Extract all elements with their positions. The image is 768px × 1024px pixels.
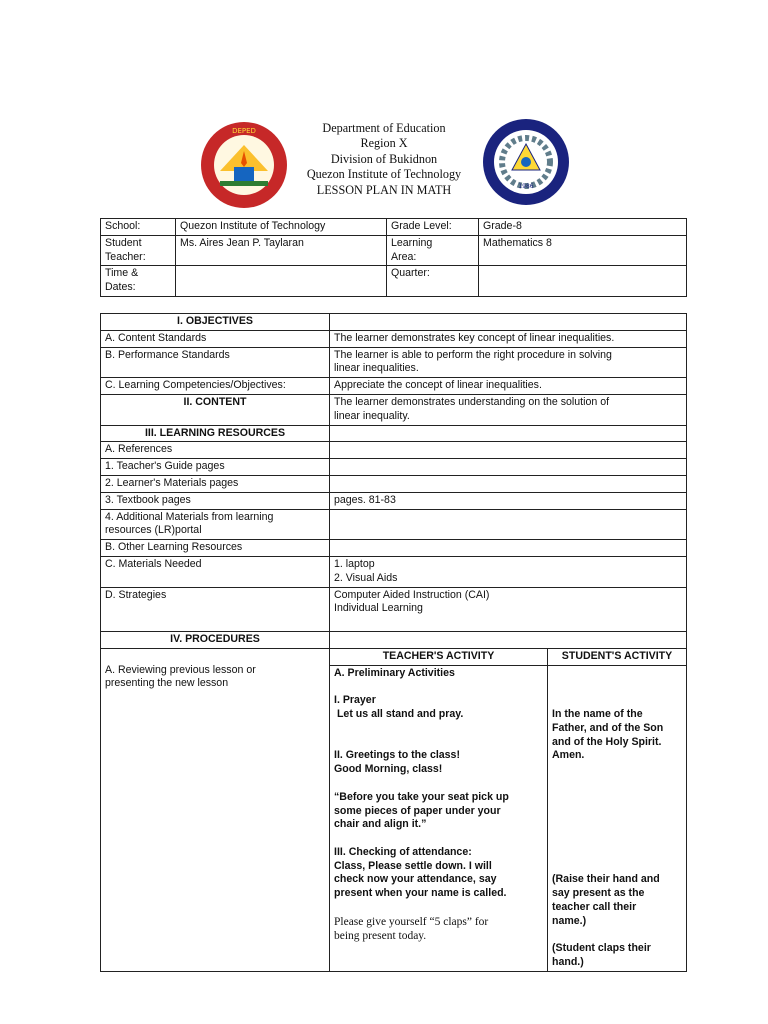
objectives-heading: I. OBJECTIVES (101, 314, 330, 331)
svg-text:DEPED: DEPED (232, 127, 256, 135)
materials-label: C. Materials Needed (101, 556, 330, 587)
textbook-label: 3. Textbook pages (101, 492, 330, 509)
quarter-value (479, 266, 687, 297)
competencies-label: C. Learning Competencies/Objectives: (101, 378, 330, 395)
performance-standards-label: B. Performance Standards (101, 347, 330, 378)
student-activity-cell: In the name of the Father, and of the Son and of the Holy Spirit. Amen. (Raise their hand and say present as the teacher call their name.) (Student claps their hand.) (548, 665, 687, 972)
document-header (0, 121, 768, 198)
strategies-label: D. Strategies (101, 587, 330, 631)
svg-text:1986: 1986 (518, 183, 534, 190)
header-line: Region X (360, 136, 408, 151)
quarter-label: Quarter: (387, 266, 479, 297)
content-standards-value: The learner demonstrates key concept of linear inequalities. (330, 330, 687, 347)
info-table (100, 218, 687, 297)
content-heading: II. CONTENT (101, 394, 330, 425)
strategies-value: Computer Aided Instruction (CAI) Individual Learning (330, 587, 687, 631)
teacher-activity-heading: TEACHER'S ACTIVITY (330, 648, 548, 665)
teacher-activity-cell: A. Preliminary Activities I. Prayer Let us all stand and pray. II. Greetings to the class! Good Morning, class! “Before you take your seat pick up some pieces of paper under your chair and align it.” III. Checking of attendance: Class, Please settle down. I will check now your attendance, say present when your name is called. Please give yourself “5 claps” for being present today. (330, 665, 548, 972)
area-label: Learning Area: (387, 235, 479, 266)
additional-materials-label: 4. Additional Materials from learning resources (LR)portal (101, 509, 330, 540)
content-value: The learner demonstrates understanding on the solution of linear inequality. (330, 394, 687, 425)
other-resources-label: B. Other Learning Resources (101, 540, 330, 557)
header-line: Quezon Institute of Technology (306, 167, 462, 182)
learners-materials-label: 2. Learner's Materials pages (101, 475, 330, 492)
review-label: A. Reviewing previous lesson or presenting the new lesson (101, 648, 330, 971)
area-value: Mathematics 8 (479, 235, 687, 266)
performance-standards-value: The learner is able to perform the right procedure in solving linear inequalities. (330, 347, 687, 378)
teacher-value: Ms. Aires Jean P. Taylaran (176, 235, 387, 266)
competencies-value: Appreciate the concept of linear inequalities. (330, 378, 687, 395)
procedures-heading: IV. PROCEDURES (101, 631, 330, 648)
content-standards-label: A. Content Standards (101, 330, 330, 347)
lesson-plan-table (100, 313, 687, 972)
school-label: School: (101, 219, 176, 236)
time-label: Time & Dates: (101, 266, 176, 297)
header-line: Division of Bukidnon (330, 151, 438, 166)
references-label: A. References (101, 442, 330, 459)
materials-value: 1. laptop 2. Visual Aids (330, 556, 687, 587)
teacher-label: Student Teacher: (101, 235, 176, 266)
grade-value: Grade-8 (479, 219, 687, 236)
school-value: Quezon Institute of Technology (176, 219, 387, 236)
teachers-guide-label: 1. Teacher's Guide pages (101, 459, 330, 476)
grade-label: Grade Level: (387, 219, 479, 236)
textbook-value: pages. 81-83 (330, 492, 687, 509)
student-activity-heading: STUDENT'S ACTIVITY (548, 648, 687, 665)
header-title: LESSON PLAN IN MATH (316, 182, 452, 197)
resources-heading: III. LEARNING RESOURCES (101, 425, 330, 442)
time-value (176, 266, 387, 297)
header-line: Department of Education (322, 121, 446, 135)
